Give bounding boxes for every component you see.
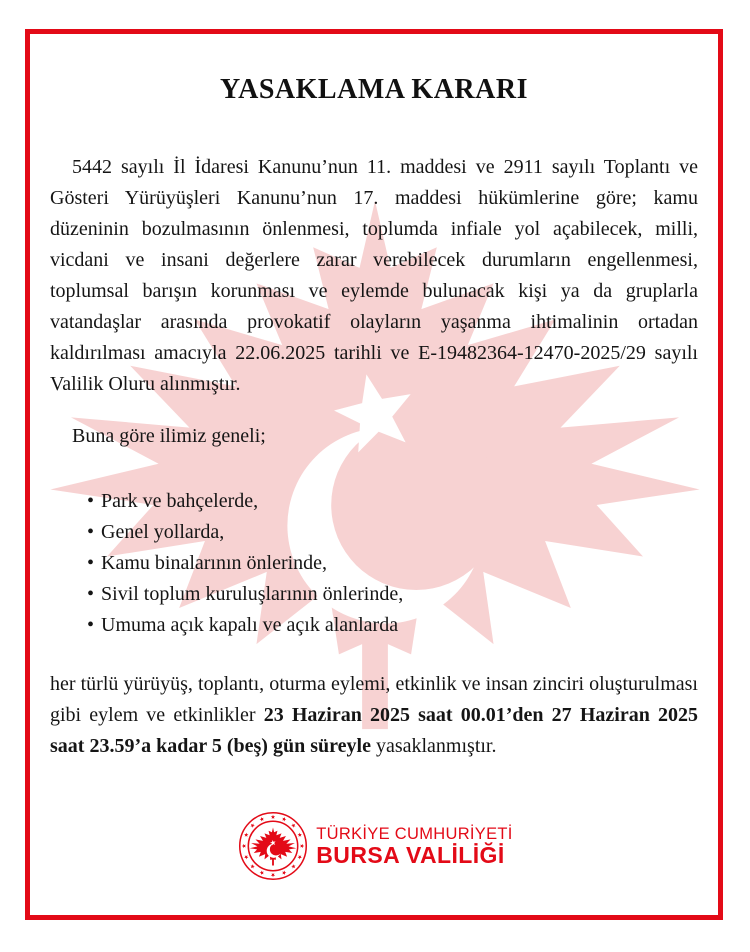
list-item: • Umuma açık kapalı ve açık alanlarda — [87, 610, 698, 641]
logo-governorship-line: BURSA VALİLİĞİ — [316, 841, 505, 868]
closing-paragraph — [50, 669, 698, 762]
closing-text-post: yasaklanmıştır. — [370, 735, 497, 757]
list-item: • Kamu binalarının önlerinde, — [87, 548, 698, 579]
governorship-logo — [50, 808, 698, 884]
intro-paragraph: 5442 sayılı İl İdaresi Kanunu’nun 11. maddesi ve 2911 sayılı Toplantı ve Gösteri Yürüyüşleri Kanunu’nun 17. maddesi hükümlerine göre; kamu düzeninin bozulmasının önlenmesi, toplumda infiale yol açabilecek, milli, vicdani ve insani değerlere zarar verebilecek durumların engellenmesi, toplumsal barışın korunması ve eylemde bulunacak kişi ya da gruplarla vatandaşlar arasında provokatif olayların yaşanma ihtimalinin ortadan kaldırılması amacıyla 22.06.2025 tarihli ve E-19482364-12470-2025/29 sayılı Valilik Oluru alınmıştır. — [50, 156, 698, 395]
list-item: • Park ve bahçelerde, — [87, 486, 698, 517]
closing-text-pre: her türlü yürüyüş, toplantı, oturma eylemi, etkinlik ve insan zinciri oluşturulması gibi eylem ve etkinlikler — [50, 673, 698, 726]
prohibited-locations-list — [87, 486, 698, 641]
list-item: • Sivil toplum kuruluşlarının önlerinde, — [87, 579, 698, 610]
closing-text-bold: 23 Haziran 2025 saat 00.01’den 27 Haziran 2025 saat 23.59’a kadar 5 (beş) gün süreyle — [50, 704, 698, 757]
tc-governorship-emblem-icon — [235, 808, 311, 884]
document-title: YASAKLAMA KARARI — [219, 74, 528, 105]
logo-republic-line: TÜRKİYE CUMHURİYETİ — [316, 824, 513, 843]
scope-lead: Buna göre ilimiz geneli; — [72, 425, 266, 447]
list-item: • Genel yollarda, — [87, 517, 698, 548]
logo-text-block — [316, 825, 512, 868]
